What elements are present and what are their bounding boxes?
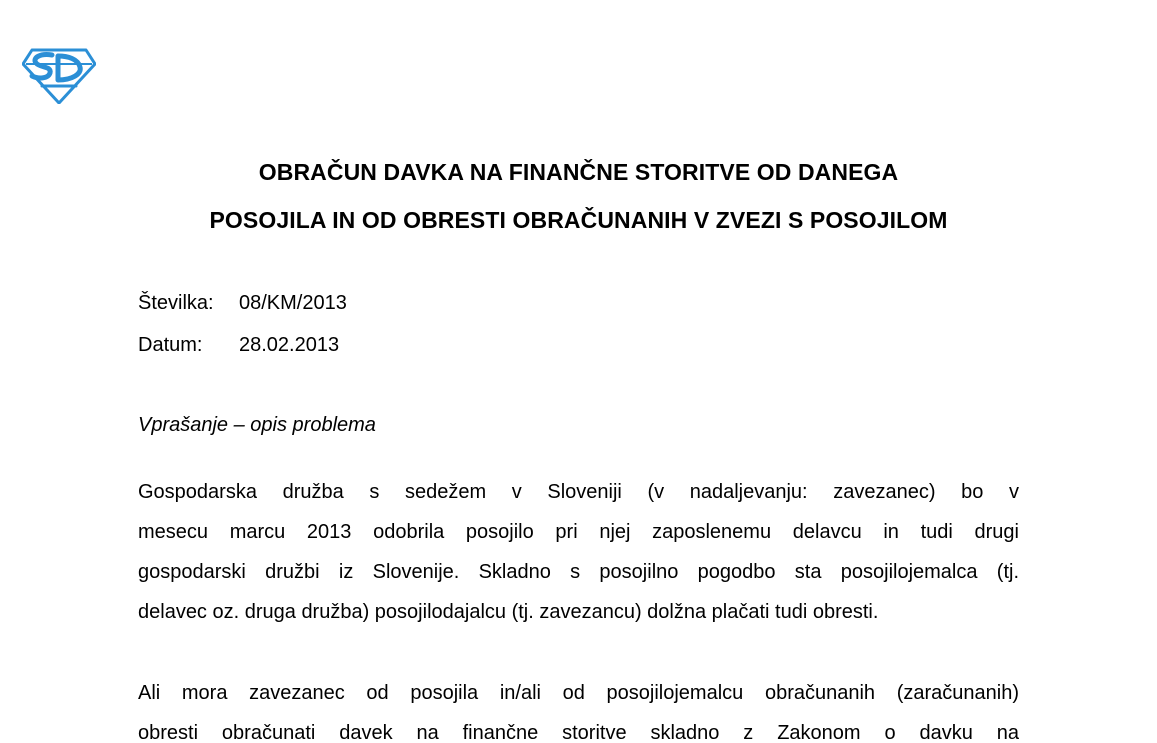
section-heading: Vprašanje – opis problema: [138, 414, 376, 436]
document-number-row: [138, 292, 347, 315]
document-date-label: Datum:: [138, 334, 203, 356]
paragraph-1-line: gospodarski družbi iz Slovenije. Skladno s posojilno pogodbo sta posojilojemalca (tj.: [138, 561, 1019, 583]
document-number-label: Številka:: [138, 292, 214, 314]
paragraph-2: [138, 673, 1019, 743]
sd-diamond-logo-icon: [22, 48, 96, 104]
paragraph-1-line: mesecu marcu 2013 odobrila posojilo pri njej zaposlenemu delavcu in tudi drugi: [138, 521, 1019, 543]
paragraph-2-line: obresti obračunati davek na finančne storitve skladno z Zakonom o davku na: [138, 722, 1019, 743]
document-date-row: [138, 334, 339, 357]
paragraph-1: [138, 472, 1019, 632]
document-title-line-1: OBRAČUN DAVKA NA FINANČNE STORITVE OD DANEGA: [258, 159, 899, 185]
paragraph-1-line: delavec oz. druga družba) posojilodajalcu (tj. zavezancu) dolžna plačati tudi obresti.: [138, 601, 879, 623]
document-title-line-2: POSOJILA IN OD OBRESTI OBRAČUNANIH V ZVEZI S POSOJILOM: [209, 207, 948, 233]
document-number-value: 08/KM/2013: [239, 292, 347, 314]
document-date-value: 28.02.2013: [239, 334, 340, 356]
paragraph-2-line: Ali mora zavezanec od posojila in/ali od posojilojemalcu obračunanih (zaračunanih): [138, 682, 1019, 704]
paragraph-1-line: Gospodarska družba s sedežem v Sloveniji (v nadaljevanju: zavezanec) bo v: [138, 481, 1019, 503]
